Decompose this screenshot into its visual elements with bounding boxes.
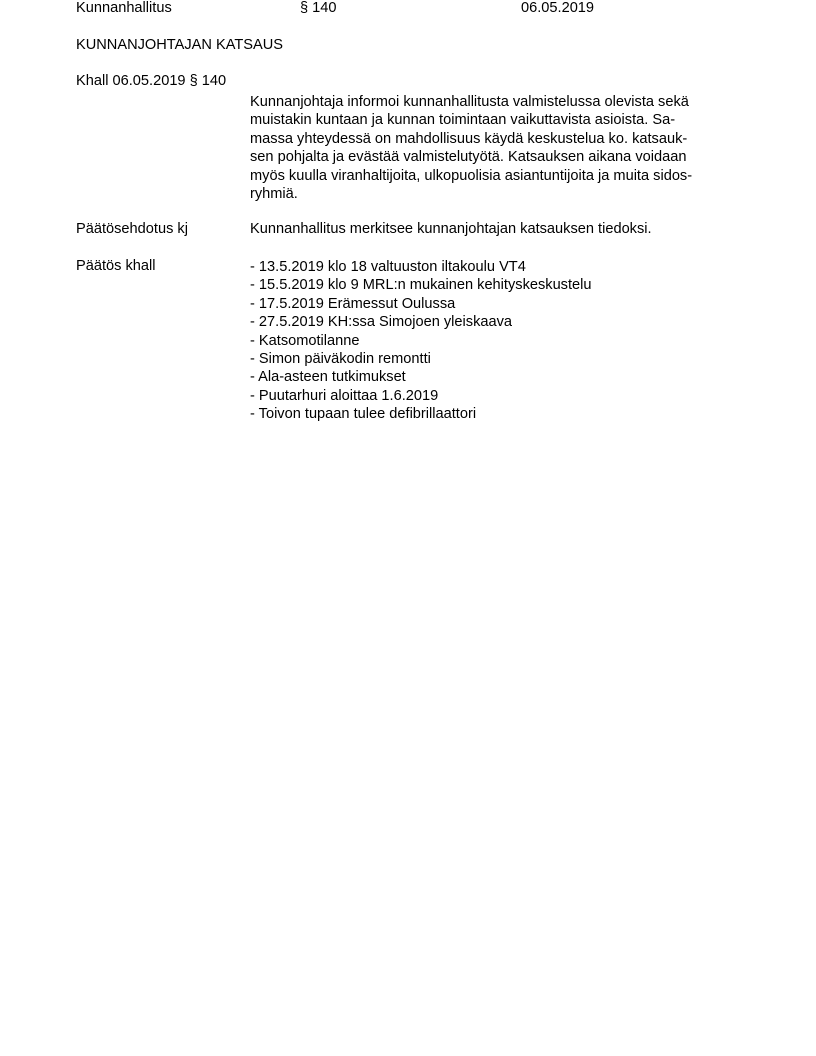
intro-paragraph — [250, 93, 750, 203]
decision-item: - Toivon tupaan tulee defibrillaattori — [250, 406, 477, 423]
meeting-reference: Khall 06.05.2019 § 140 — [76, 73, 227, 89]
decision-item: - 27.5.2019 KH:ssa Simojoen yleiskaava — [250, 314, 513, 331]
decision-item: - 13.5.2019 klo 18 valtuuston iltakoulu VT4 — [250, 259, 526, 275]
header-section-number: § 140 — [300, 0, 337, 16]
decision-item: - Puutarhuri aloittaa 1.6.2019 — [250, 387, 439, 404]
header-date: 06.05.2019 — [521, 0, 595, 16]
intro-line: sen pohjalta ja evästää valmistelutyötä. Katsauksen aikana voidaan — [250, 149, 687, 166]
decision-item: - 15.5.2019 klo 9 MRL:n mukainen kehityskeskustelu — [250, 277, 592, 294]
intro-line: myös kuulla viranhaltijoita, ulkopuolisia asiantuntijoita ja muita sidos- — [250, 167, 693, 184]
header-body-name: Kunnanhallitus — [76, 0, 172, 16]
intro-line: Kunnanjohtaja informoi kunnanhallitusta valmistelussa olevista sekä — [250, 94, 689, 110]
intro-line: ryhmiä. — [250, 186, 298, 203]
intro-line: muistakin kuntaan ja kunnan toimintaan vaikuttavista asioista. Sa- — [250, 112, 676, 129]
proposal-label: Päätösehdotus kj — [76, 221, 188, 237]
decision-list — [250, 258, 592, 424]
decision-item: - Simon päiväkodin remontti — [250, 351, 431, 368]
document-title: KUNNANJOHTAJAN KATSAUS — [76, 37, 284, 53]
decision-item: - 17.5.2019 Erämessut Oulussa — [250, 295, 456, 312]
proposal-text: Kunnanhallitus merkitsee kunnanjohtajan katsauksen tiedoksi. — [250, 221, 652, 237]
intro-line: massa yhteydessä on mahdollisuus käydä keskustelua ko. katsauk- — [250, 130, 688, 147]
decision-item: - Ala-asteen tutkimukset — [250, 369, 406, 386]
decision-label: Päätös khall — [76, 258, 156, 274]
decision-item: - Katsomotilanne — [250, 332, 360, 349]
